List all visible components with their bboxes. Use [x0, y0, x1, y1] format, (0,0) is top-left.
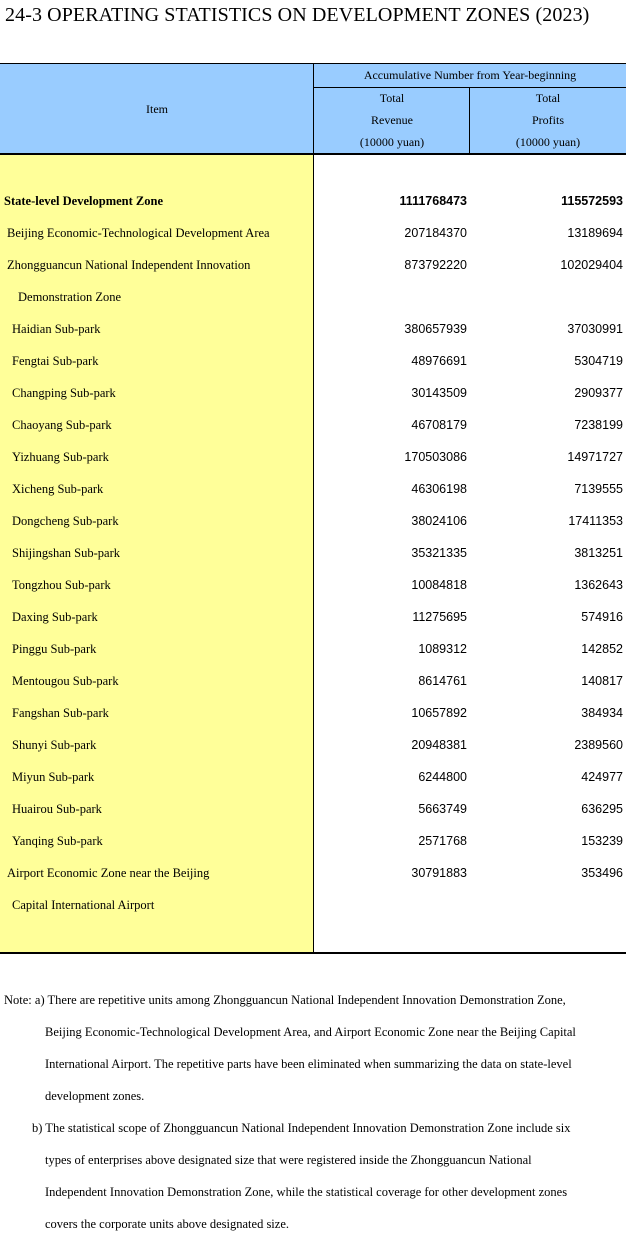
row-revenue-chaoyang: 46708179	[411, 418, 467, 432]
row-revenue-changping: 30143509	[411, 386, 467, 400]
row-revenue-airport-zone: 30791883	[411, 866, 467, 880]
row-profits-huairou: 636295	[581, 802, 623, 816]
row-label-chaoyang: Chaoyang Sub-park	[12, 418, 112, 432]
row-label-pinggu: Pinggu Sub-park	[12, 642, 97, 656]
note-a-line2: Beijing Economic-Technological Development Area, and Airport Economic Zone near the Beijing Capital	[45, 1025, 576, 1039]
row-label-zhongguancun: Zhongguancun National Independent Innovation	[7, 258, 251, 272]
row-label-zhongguancun-continued: Demonstration Zone	[18, 290, 122, 304]
row-label-xicheng: Xicheng Sub-park	[12, 482, 104, 496]
row-profits-dongcheng: 17411353	[568, 514, 623, 528]
row-profits-daxing: 574916	[581, 610, 623, 624]
row-revenue-zhongguancun: 873792220	[404, 258, 467, 272]
row-revenue-haidian: 380657939	[404, 322, 467, 336]
page-title: 24-3 OPERATING STATISTICS ON DEVELOPMENT ZONES (2023)	[5, 4, 590, 26]
row-revenue-mentougou: 8614761	[418, 674, 467, 688]
row-profits-shijingshan: 3813251	[574, 546, 623, 560]
row-profits-zhongguancun: 102029404	[560, 258, 623, 272]
row-revenue-pinggu: 1089312	[418, 642, 467, 656]
header-inner-rule	[314, 87, 626, 88]
row-revenue-state-level-zone: 1111768473	[399, 194, 467, 208]
row-label-beijing-etda: Beijing Economic-Technological Development Area	[7, 226, 270, 240]
row-profits-fengtai: 5304719	[574, 354, 623, 368]
row-profits-state-level-zone: 115572593	[561, 194, 623, 208]
note-a-line4: development zones.	[45, 1089, 145, 1103]
row-label-daxing: Daxing Sub-park	[12, 610, 98, 624]
note-b-line1: b) The statistical scope of Zhongguancun National Independent Innovation Demonstration Zone include six	[32, 1121, 571, 1135]
row-revenue-dongcheng: 38024106	[411, 514, 467, 528]
header-profits-unit: (10000 yuan)	[515, 135, 581, 149]
row-label-airport-zone-continued: Capital International Airport	[12, 898, 155, 912]
row-revenue-tongzhou: 10084818	[411, 578, 467, 592]
row-revenue-yizhuang: 170503086	[404, 450, 467, 464]
row-revenue-daxing: 11275695	[412, 610, 467, 624]
header-revenue-line2: Revenue	[371, 113, 413, 127]
item-column-divider	[313, 63, 314, 954]
row-profits-tongzhou: 1362643	[574, 578, 623, 592]
row-profits-shunyi: 2389560	[574, 738, 623, 752]
row-label-shijingshan: Shijingshan Sub-park	[12, 546, 120, 560]
row-revenue-shijingshan: 35321335	[411, 546, 467, 560]
header-revenue-line1: Total	[379, 91, 405, 105]
row-label-tongzhou: Tongzhou Sub-park	[12, 578, 111, 592]
row-label-yizhuang: Yizhuang Sub-park	[12, 450, 109, 464]
row-profits-xicheng: 7139555	[574, 482, 623, 496]
row-profits-miyun: 424977	[581, 770, 623, 784]
row-profits-changping: 2909377	[574, 386, 623, 400]
note-b-line2: types of enterprises above designated size that were registered inside the Zhongguancun National	[45, 1153, 532, 1167]
row-label-mentougou: Mentougou Sub-park	[12, 674, 119, 688]
row-profits-haidian: 37030991	[567, 322, 623, 336]
row-revenue-fengtai: 48976691	[411, 354, 467, 368]
row-label-huairou: Huairou Sub-park	[12, 802, 102, 816]
row-revenue-xicheng: 46306198	[411, 482, 467, 496]
row-profits-beijing-etda: 13189694	[567, 226, 623, 240]
header-accumulative-label: Accumulative Number from Year-beginning	[363, 68, 577, 82]
row-label-changping: Changping Sub-park	[12, 386, 116, 400]
row-label-miyun: Miyun Sub-park	[12, 770, 95, 784]
row-profits-pinggu: 142852	[581, 642, 623, 656]
note-b-line4: covers the corporate units above designated size.	[45, 1217, 290, 1231]
row-profits-chaoyang: 7238199	[574, 418, 623, 432]
row-revenue-beijing-etda: 207184370	[404, 226, 467, 240]
row-label-fengtai: Fengtai Sub-park	[12, 354, 99, 368]
row-label-haidian: Haidian Sub-park	[12, 322, 101, 336]
row-label-dongcheng: Dongcheng Sub-park	[12, 514, 119, 528]
header-revenue-unit: (10000 yuan)	[359, 135, 425, 149]
note-a-line1: Note: a) There are repetitive units among Zhongguancun National Independent Innovation Demonstration Zone,	[4, 993, 566, 1007]
row-revenue-shunyi: 20948381	[411, 738, 467, 752]
row-revenue-yanqing: 2571768	[418, 834, 467, 848]
header-item-label: Item	[146, 102, 168, 116]
row-revenue-fangshan: 10657892	[411, 706, 467, 720]
note-b-line3: Independent Innovation Demonstration Zone, while the statistical coverage for other development zones	[45, 1185, 568, 1199]
header-profits-line2: Profits	[531, 113, 564, 127]
row-profits-yanqing: 153239	[581, 834, 623, 848]
row-profits-mentougou: 140817	[581, 674, 623, 688]
header-profits-line1: Total	[535, 91, 561, 105]
statistics-table	[0, 63, 626, 954]
row-label-shunyi: Shunyi Sub-park	[12, 738, 97, 752]
row-label-fangshan: Fangshan Sub-park	[12, 706, 109, 720]
row-label-state-level-zone: State-level Development Zone	[4, 194, 163, 208]
row-profits-fangshan: 384934	[581, 706, 623, 720]
row-label-airport-zone: Airport Economic Zone near the Beijing	[7, 866, 210, 880]
note-a-line3: International Airport. The repetitive parts have been eliminated when summarizing the data on state-level	[45, 1057, 572, 1071]
row-revenue-miyun: 6244800	[418, 770, 467, 784]
row-profits-yizhuang: 14971727	[567, 450, 623, 464]
row-profits-airport-zone: 353496	[581, 866, 623, 880]
row-revenue-huairou: 5663749	[418, 802, 467, 816]
row-label-yanqing: Yanqing Sub-park	[12, 834, 103, 848]
